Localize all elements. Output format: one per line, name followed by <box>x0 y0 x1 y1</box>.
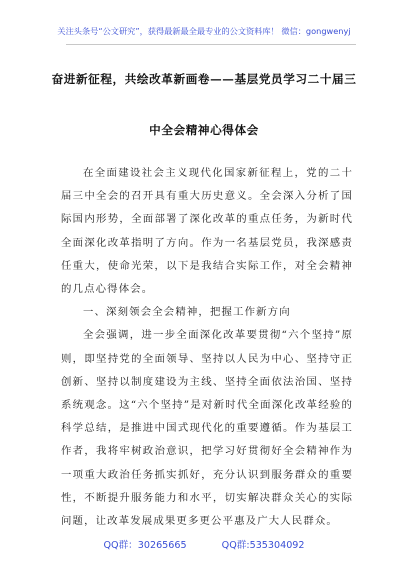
document-title-line-2: 中全会精神心得体会 <box>149 123 259 137</box>
header-divider <box>66 44 356 45</box>
document-body <box>61 162 353 533</box>
footer-qq-group-1: QQ群：30265665 <box>103 540 187 551</box>
footer-contact <box>0 537 408 551</box>
header-banner: 关注头条号“公文研究”，获得最新最全最专业的公文资料库！ 微信：gongwenyj <box>57 26 351 36</box>
section-heading: 一、深刻领会全会精神，把握工作新方向 <box>83 306 291 319</box>
document-title-line-1: 奋进新征程，共绘改革新画卷——基层党员学习二十届三 <box>51 72 357 86</box>
paragraph-section-one: 全会强调，进一步全面深化改革要贯彻“六个坚持”原则，即坚持党的全面领导、坚持以人民为中心、坚持守正创新、坚持以制度建设为主线、坚持全面依法治国、坚持系统观念。这“六个坚持”是对新时代全面深化改革经验的科学总结，是推进中国式现代化的重要遵循。作为基层工作者，我将牢树政治意识，把学习好贯彻好全会精神作为一项重大政治任务抓实抓好，充分认识到服务群众的重要性，不断提升服务能力和水平，切实解决群众关心的实际问题，让改革发展成果更多更公平惠及广大人民群众。 <box>61 329 353 528</box>
paragraph-intro: 在全面建设社会主义现代化国家新征程上，党的二十届三中全会的召开具有重大历史意义。全会深入分析了国际国内形势，全面部署了深化改革的重点任务，为新时代全面深化改革指明了方向。作为一名基层党员，我深感责任重大，使命光荣，以下是我结合实际工作，对全会精神的几点心得体会。 <box>61 167 353 296</box>
footer-qq-group-2: QQ群:535304092 <box>221 540 305 551</box>
